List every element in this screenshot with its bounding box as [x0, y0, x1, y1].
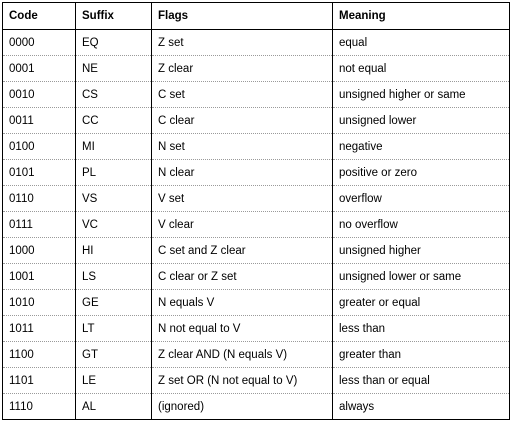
meaning-cell: not equal [333, 56, 510, 82]
suffix-cell: LE [76, 368, 152, 394]
header-flags: Flags [152, 3, 333, 30]
suffix-cell: GE [76, 290, 152, 316]
flags-cell: N not equal to V [152, 316, 333, 342]
meaning-cell: greater than [333, 342, 510, 368]
table-row [3, 316, 510, 342]
suffix-cell: CC [76, 108, 152, 134]
table-row [3, 82, 510, 108]
table-row [3, 108, 510, 134]
meaning-cell: positive or zero [333, 160, 510, 186]
flags-cell: Z clear [152, 56, 333, 82]
meaning-cell: negative [333, 134, 510, 160]
suffix-cell: LS [76, 264, 152, 290]
code-cell: 0101 [3, 160, 76, 186]
meaning-cell: unsigned lower or same [333, 264, 510, 290]
meaning-cell: unsigned higher or same [333, 82, 510, 108]
flags-cell: Z set OR (N not equal to V) [152, 368, 333, 394]
table-row [3, 342, 510, 368]
meaning-cell: no overflow [333, 212, 510, 238]
flags-cell: V clear [152, 212, 333, 238]
table-row [3, 264, 510, 290]
flags-cell: V set [152, 186, 333, 212]
flags-cell: (ignored) [152, 394, 333, 420]
flags-cell: C set [152, 82, 333, 108]
meaning-cell: equal [333, 30, 510, 56]
flags-cell: N clear [152, 160, 333, 186]
suffix-cell: GT [76, 342, 152, 368]
meaning-cell: unsigned lower [333, 108, 510, 134]
meaning-cell: less than or equal [333, 368, 510, 394]
suffix-cell: VS [76, 186, 152, 212]
code-cell: 0001 [3, 56, 76, 82]
code-cell: 1101 [3, 368, 76, 394]
code-cell: 1011 [3, 316, 76, 342]
flags-cell: C set and Z clear [152, 238, 333, 264]
code-cell: 1110 [3, 394, 76, 420]
flags-cell: Z set [152, 30, 333, 56]
code-cell: 1000 [3, 238, 76, 264]
suffix-cell: VC [76, 212, 152, 238]
header-code: Code [3, 3, 76, 30]
header-suffix: Suffix [76, 3, 152, 30]
condition-code-table [2, 2, 510, 420]
table-header [3, 3, 510, 30]
flags-cell: C clear [152, 108, 333, 134]
code-cell: 0000 [3, 30, 76, 56]
code-cell: 0010 [3, 82, 76, 108]
code-cell: 0011 [3, 108, 76, 134]
meaning-cell: always [333, 394, 510, 420]
table-row [3, 134, 510, 160]
flags-cell: N equals V [152, 290, 333, 316]
table-row [3, 212, 510, 238]
code-cell: 1010 [3, 290, 76, 316]
code-cell: 0111 [3, 212, 76, 238]
table-row [3, 160, 510, 186]
table-row [3, 30, 510, 56]
code-cell: 1100 [3, 342, 76, 368]
flags-cell: C clear or Z set [152, 264, 333, 290]
suffix-cell: HI [76, 238, 152, 264]
table-row [3, 368, 510, 394]
flags-cell: N set [152, 134, 333, 160]
suffix-cell: LT [76, 316, 152, 342]
header-meaning: Meaning [333, 3, 510, 30]
suffix-cell: PL [76, 160, 152, 186]
meaning-cell: overflow [333, 186, 510, 212]
suffix-cell: CS [76, 82, 152, 108]
table-row [3, 238, 510, 264]
code-cell: 1001 [3, 264, 76, 290]
suffix-cell: EQ [76, 30, 152, 56]
meaning-cell: unsigned higher [333, 238, 510, 264]
table-row [3, 394, 510, 420]
table-row [3, 290, 510, 316]
meaning-cell: greater or equal [333, 290, 510, 316]
table-body [3, 30, 510, 420]
suffix-cell: NE [76, 56, 152, 82]
code-cell: 0100 [3, 134, 76, 160]
suffix-cell: AL [76, 394, 152, 420]
flags-cell: Z clear AND (N equals V) [152, 342, 333, 368]
table-row [3, 56, 510, 82]
header-row [3, 3, 510, 30]
code-cell: 0110 [3, 186, 76, 212]
table-row [3, 186, 510, 212]
meaning-cell: less than [333, 316, 510, 342]
suffix-cell: MI [76, 134, 152, 160]
